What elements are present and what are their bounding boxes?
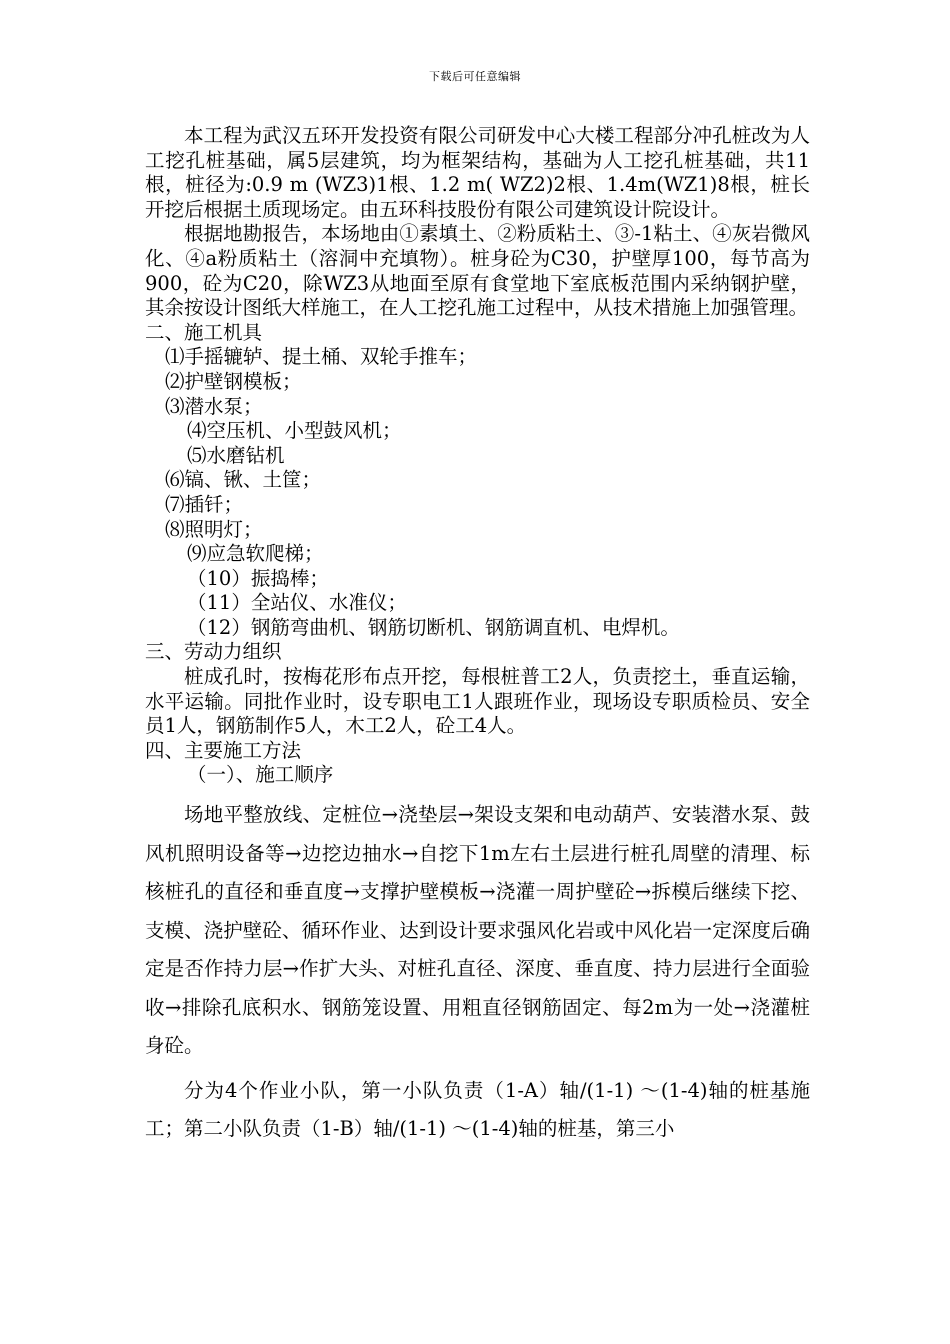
section-heading-labor: 三、劳动力组织 xyxy=(145,640,282,664)
section-heading-tools: 二、施工机具 xyxy=(145,320,263,344)
loose-section xyxy=(145,796,810,1149)
sequence-paragraph: 场地平整放线、定桩位→浇垫层→架设支架和电动葫芦、安装潜水泵、鼓风机照明设备等→边挖边抽水→自挖下1m左右土层进行桩孔周壁的清理、标核桩孔的直径和垂直度→支撑护壁模板→浇灌一周护壁砼→拆模后继续下挖、支模、浇护壁砼、循环作业、达到设计要求强风化岩或中风化岩一定深度后确定是否作持力层→作扩大头、对桩孔直径、深度、垂直度、持力层进行全面验收→排除孔底积水、钢筋笼设置、用粗直径钢筋固定、每2m为一处→浇灌桩身砼。 xyxy=(145,803,810,1058)
tight-section xyxy=(145,124,810,788)
tool-item-9: ⑼应急软爬梯； xyxy=(187,542,324,566)
tool-item-10: （10）振捣棒； xyxy=(187,566,329,590)
tool-item-12: （12）钢筋弯曲机、钢筋切断机、钢筋调直机、电焊机。 xyxy=(187,615,680,639)
tool-item-11: （11）全站仪、水准仪； xyxy=(187,591,407,615)
tool-item-4: ⑷空压机、小型鼓风机； xyxy=(187,419,402,443)
tool-item-5: ⑸水磨钻机 xyxy=(187,443,285,467)
tool-item-2: ⑵护壁钢模板； xyxy=(165,369,302,393)
labor-paragraph: 桩成孔时，按梅花形布点开挖，每根桩普工2人，负责挖土，垂直运输，水平运输。同批作业时，设专职电工1人跟班作业，现场设专职质检员、安全员1人，钢筋制作5人，木工2人，砼工4人。 xyxy=(145,665,810,738)
tool-item-7: ⑺插钎； xyxy=(165,492,244,516)
tool-item-6: ⑹镐、锹、土筐； xyxy=(165,468,322,492)
tool-item-3: ⑶潜水泵； xyxy=(165,394,263,418)
tool-item-1: ⑴手摇辘轳、提土桶、双轮手推车； xyxy=(165,345,478,369)
document-body xyxy=(145,124,810,1149)
section-heading-methods: 四、主要施工方法 xyxy=(145,738,302,762)
teams-paragraph: 分为4个作业小队，第一小队负责（1-A）轴/(1-1) ～(1-4)轴的桩基施工；第二小队负责（1-B）轴/(1-1) ～(1-4)轴的桩基，第三小 xyxy=(145,1078,810,1141)
subheading-sequence: （一）、施工顺序 xyxy=(187,763,334,787)
tool-item-8: ⑻照明灯； xyxy=(165,517,263,541)
intro-paragraph-1: 本工程为武汉五环开发投资有限公司研发中心大楼工程部分冲孔桩改为人工挖孔桩基础，属5层建筑，均为框架结构，基础为人工挖孔桩基础，共11根，桩径为:0.9 m (WZ3)1根、1.2 m( WZ2)2根、1.4m(WZ1)8根，桩长开挖后根据土质现场定。由五环科技股份有限公司建筑设计院设计。 xyxy=(145,124,810,221)
intro-paragraph-2: 根据地勘报告，本场地由①素填土、②粉质粘土、③-1粘土、④灰岩微风化、④a粉质粘土（溶洞中充填物）。桩身砼为C30，护壁厚100，每节高为900，砼为C20，除WZ3从地面至原有食堂地下室底板范围内采纳钢护壁，其余按设计图纸大样施工，在人工挖孔施工过程中，从技术措施上加强管理。 xyxy=(145,222,810,320)
header-note: 下载后可任意编辑 xyxy=(429,70,521,83)
